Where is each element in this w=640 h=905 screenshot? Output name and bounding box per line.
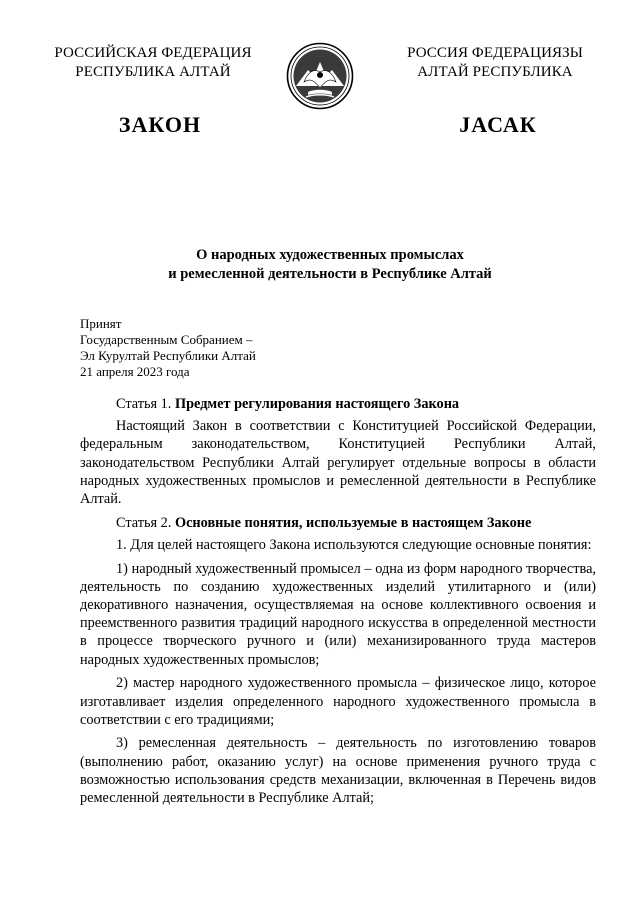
- header-left-line1: РОССИЙСКАЯ ФЕДЕРАЦИЯ: [54, 45, 252, 61]
- header-right-altai: [370, 44, 620, 82]
- law-word-russian: ЗАКОН: [118, 112, 202, 137]
- republic-altai-emblem-icon: [286, 42, 354, 110]
- article-1-number: Статья 1.: [116, 396, 175, 412]
- article-2-heading: [80, 514, 596, 532]
- law-body: [80, 395, 596, 813]
- adoption-date: 21 апреля 2023 года: [80, 364, 190, 379]
- adoption-line2: Государственным Собранием –: [80, 332, 253, 347]
- article-1-title: Предмет регулирования настоящего Закона: [174, 396, 460, 412]
- article-2-item-1: 1) народный художественный промысел – одна из форм народного творчества, деятельность по созданию художественных изделий утилитарного и (или) декоративного назначения, осуществляемая на основе коллективного освоения и преемственного развития традиций народного искусства в определенной местности в процессе творческого ручного и (или) механизированного труда мастеров народных художественных промыслов;: [80, 560, 596, 668]
- document-title: [60, 246, 600, 284]
- article-2-item-2: 2) мастер народного художественного промысла – физическое лицо, которое изготавливает изделия определенного народного художественного промысла в соответствии с его традициями;: [80, 675, 596, 728]
- law-word-altai: JАСАК: [459, 112, 537, 137]
- document-title-line1: О народных художественных промыслах: [196, 247, 464, 263]
- article-2-paragraph-1: 1. Для целей настоящего Закона используются следующие основные понятия:: [116, 536, 592, 553]
- header-right-line1: РОССИЯ ФЕДЕРАЦИЯЗЫ: [407, 45, 583, 61]
- adoption-line3: Эл Курултай Республики Алтай: [80, 348, 256, 363]
- header-left-line2: РЕСПУБЛИКА АЛТАЙ: [75, 64, 231, 80]
- header-right-line2: АЛТАЙ РЕСПУБЛИКА: [417, 64, 573, 80]
- document-title-line2: и ремесленной деятельности в Республике Алтай: [168, 266, 492, 282]
- adoption-block: [80, 316, 380, 380]
- article-1-text: Настоящий Закон в соответствии с Конституцией Российской Федерации, федеральным законодательством, Конституцией Республики Алтай, законодательством Республики Алтай регулирует отдельные вопросы в области народных художественных промыслов и ремесленной деятельности в Республике Алтай.: [80, 418, 596, 508]
- article-2-item-3: 3) ремесленная деятельность – деятельность по изготовлению товаров (выполнению работ, оказанию услуг) на основе применения ручного труда с возможностью использования средств механизации, включенная в Перечень видов ремесленной деятельности в Республике Алтай;: [80, 735, 596, 807]
- article-2-title: Основные понятия, используемые в настоящем Законе: [174, 514, 532, 531]
- header-left-russian: [28, 44, 278, 82]
- article-1-heading: [80, 395, 596, 413]
- adoption-line1: Принят: [80, 316, 122, 331]
- article-2-number: Статья 2.: [116, 514, 175, 531]
